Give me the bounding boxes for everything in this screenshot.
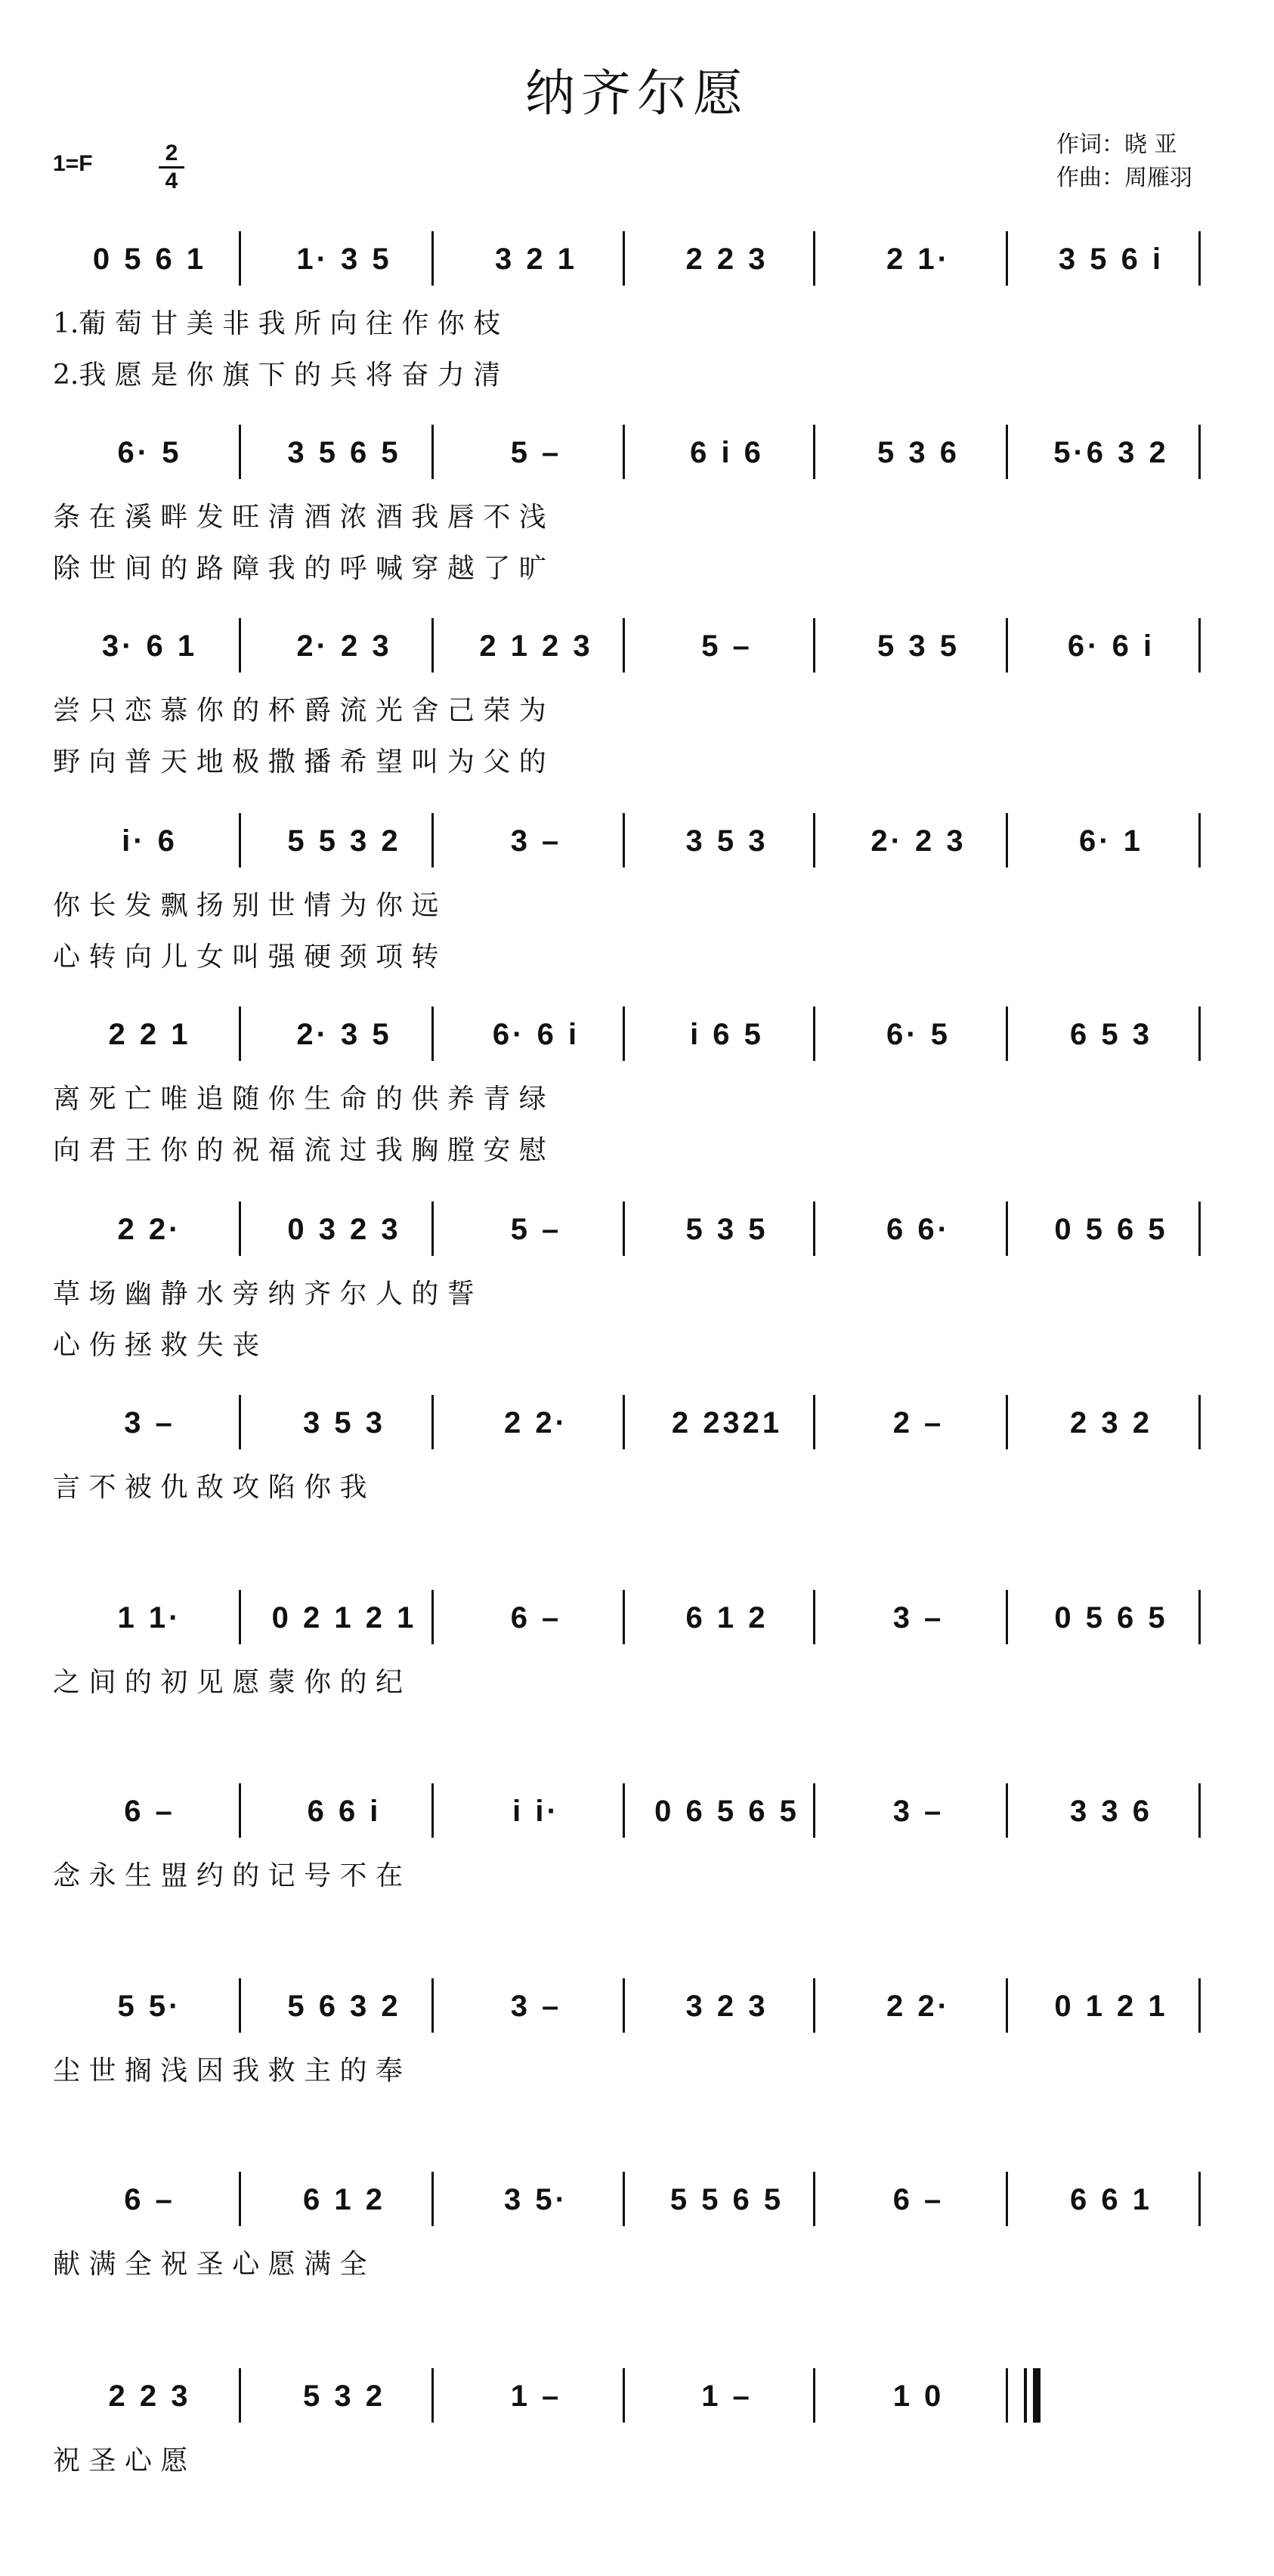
measure: 2· 2 3 (296, 629, 392, 663)
lyric-line-2: 除 世 间 的 路 障 我 的 呼 喊 穿 越 了 旷 (53, 552, 546, 584)
measure: 1 1· (117, 1600, 182, 1634)
measure: 2 2321 (671, 1406, 783, 1440)
measure: 0 1 2 1 (1054, 1989, 1168, 2023)
barline (1006, 425, 1008, 479)
barline (239, 1783, 241, 1838)
measure: 3 5 6 i (1058, 242, 1164, 276)
barline (623, 813, 625, 867)
measure: 3 2 1 (495, 242, 577, 276)
barline (431, 813, 434, 867)
barline (1198, 1007, 1201, 1061)
time-signature-bottom: 4 (165, 169, 178, 193)
measure: 0 5 6 5 (1054, 1212, 1168, 1246)
lyric-line-1: 尘 世 搁 浅 因 我 救 主 的 奉 (53, 2055, 403, 2086)
barline (813, 1590, 815, 1644)
measure: 2 1 2 3 (479, 629, 593, 663)
measure: 0 3 2 3 (287, 1212, 401, 1246)
measure: 6· 6 i (492, 1017, 580, 1051)
measure: 1 – (701, 2379, 753, 2413)
lyricist-credit: 作词：晓 亚 (1056, 131, 1177, 158)
barline (1198, 618, 1201, 673)
measure: 6 i 6 (690, 435, 764, 469)
score-system (0, 1779, 1274, 1975)
score-system (0, 2364, 1274, 2560)
barline (813, 1201, 815, 1256)
measure: 2 2 1 (108, 1017, 191, 1051)
measure: 3 5 3 (685, 824, 768, 858)
barline (431, 1783, 434, 1838)
barline (239, 1201, 241, 1256)
measure: 6· 6 i (1067, 629, 1155, 663)
score-system (0, 809, 1274, 1005)
page-title: 纳齐尔愿 (525, 64, 749, 122)
measure: 3 – (124, 1406, 175, 1440)
time-signature-top: 2 (159, 141, 184, 169)
measure: 5·6 3 2 (1053, 435, 1169, 469)
measure: 3 – (892, 1600, 945, 1634)
barline (431, 425, 434, 479)
score-system (0, 2167, 1274, 2364)
measure: i· 6 (122, 824, 178, 858)
measure: 5 – (510, 435, 562, 469)
barline (1198, 1395, 1201, 1449)
measure: 6· 5 (886, 1017, 951, 1051)
barline (1198, 1783, 1201, 1838)
barline (1198, 1590, 1201, 1644)
measure: 6· 1 (1079, 824, 1143, 858)
measure: 5 3 5 (877, 629, 960, 663)
barline (431, 1007, 434, 1061)
barline (1198, 2172, 1201, 2226)
measure: 0 2 1 2 1 (271, 1600, 417, 1634)
barline (1006, 1201, 1008, 1256)
barline (1006, 1395, 1008, 1449)
measure: 3 5 6 5 (287, 435, 401, 469)
barline (1006, 2368, 1008, 2423)
measure: 5 5 6 5 (669, 2182, 784, 2216)
measure: 2· 3 5 (296, 1017, 392, 1051)
measure: 2· 2 3 (870, 824, 966, 858)
lyric-line-1: 之 间 的 初 见 愿 蒙 你 的 纪 (53, 1666, 403, 1698)
measure: 6 6 1 (1070, 2182, 1152, 2216)
measure: 2 2 3 (108, 2379, 191, 2413)
measure: 3 2 3 (685, 1989, 768, 2023)
score-system (0, 1585, 1274, 1782)
barline (623, 1590, 625, 1644)
barline (623, 1007, 625, 1061)
score-system (0, 614, 1274, 810)
measure: 0 5 6 1 (92, 242, 207, 276)
lyric-line-1: 条 在 溪 畔 发 旺 清 酒 浓 酒 我 唇 不 浅 (53, 501, 546, 533)
measure: 5 3 6 (877, 435, 960, 469)
barline (239, 1395, 241, 1449)
barline (1198, 231, 1201, 286)
barline (239, 2172, 241, 2226)
barline (431, 2172, 434, 2226)
barline (1198, 1978, 1201, 2033)
barline (1006, 2172, 1008, 2226)
lyric-line-1: 念 永 生 盟 约 的 记 号 不 在 (53, 1860, 403, 1891)
score-system (0, 420, 1274, 617)
measure: 6 – (510, 1600, 562, 1634)
measure: 6 6 i (307, 1794, 382, 1828)
measure: 6 – (124, 2182, 175, 2216)
barline (239, 1590, 241, 1644)
measure: 5 – (701, 629, 753, 663)
barline (813, 618, 815, 673)
barline (431, 2368, 434, 2423)
key-signature: 1=F (53, 151, 93, 176)
barline (1006, 231, 1008, 286)
barline (813, 1783, 815, 1838)
score-system (0, 1974, 1274, 2170)
barline (431, 1978, 434, 2033)
measure: 6 – (124, 1794, 175, 1828)
barline (813, 2368, 815, 2423)
score-system (0, 227, 1274, 423)
barline (1198, 425, 1201, 479)
barline (239, 231, 241, 286)
barline (623, 1395, 625, 1449)
barline (431, 1590, 434, 1644)
barline (1198, 1201, 1201, 1256)
measure: 3 – (892, 1794, 945, 1828)
measure: 2 2· (504, 1406, 568, 1440)
barline (813, 1395, 815, 1449)
barline (623, 231, 625, 286)
measure: 6 1 2 (685, 1600, 768, 1634)
measure: 3 5· (504, 2182, 568, 2216)
lyric-line-2: 心 转 向 儿 女 叫 强 硬 颈 项 转 (53, 941, 439, 973)
barline (1198, 813, 1201, 867)
barline (239, 1007, 241, 1061)
measure: 1 – (510, 2379, 562, 2413)
barline (431, 1201, 434, 1256)
barline (813, 2172, 815, 2226)
measure: 3 – (510, 824, 562, 858)
barline (813, 231, 815, 286)
lyric-line-2: 2.我 愿 是 你 旗 下 的 兵 将 奋 力 清 (53, 359, 501, 391)
lyric-line-1: 献 满 全 祝 圣 心 愿 满 全 (53, 2248, 367, 2280)
measure: i i· (512, 1794, 560, 1828)
measure: 2 – (892, 1406, 945, 1440)
barline (623, 2368, 625, 2423)
measure: 6 – (892, 2182, 945, 2216)
barline (1006, 618, 1008, 673)
measure: 5 3 2 (303, 2379, 385, 2413)
composer-credit: 作曲：周雁羽 (1056, 165, 1192, 191)
barline (813, 1978, 815, 2033)
lyric-line-1: 草 场 幽 静 水 旁 纳 齐 尔 人 的 誓 (53, 1278, 475, 1310)
barline (239, 813, 241, 867)
time-signature (159, 141, 184, 194)
measure: 1· 3 5 (296, 242, 392, 276)
lyric-line-2: 向 君 王 你 的 祝 福 流 过 我 胸 膛 安 慰 (53, 1134, 546, 1166)
barline (239, 425, 241, 479)
barline (239, 1978, 241, 2033)
lyric-line-1: 言 不 被 仇 敌 攻 陷 你 我 (53, 1471, 367, 1503)
barline (1006, 1590, 1008, 1644)
barline (623, 2172, 625, 2226)
barline (623, 1201, 625, 1256)
barline (813, 1007, 815, 1061)
measure: 1 0 (892, 2379, 945, 2413)
barline (239, 2368, 241, 2423)
lyric-line-1: 离 死 亡 唯 追 随 你 生 命 的 供 养 青 绿 (53, 1083, 546, 1115)
measure: 0 6 5 6 5 (654, 1794, 799, 1828)
barline (813, 813, 815, 867)
barline (1006, 1783, 1008, 1838)
measure: 3 5 3 (303, 1406, 385, 1440)
measure: 6· 5 (117, 435, 182, 469)
barline (431, 231, 434, 286)
final-barline-thick (1033, 2368, 1041, 2423)
lyric-line-1: 1.葡 萄 甘 美 非 我 所 向 往 作 你 枝 (53, 308, 501, 339)
score-system (0, 1002, 1274, 1198)
barline (813, 425, 815, 479)
measure: 6 5 3 (1070, 1017, 1152, 1051)
lyric-line-2: 心 伤 拯 救 失 丧 (53, 1329, 260, 1361)
final-barline-thin (1024, 2368, 1027, 2423)
measure: 6 1 2 (303, 2182, 385, 2216)
measure: 2 2· (886, 1989, 951, 2023)
measure: 5 6 3 2 (287, 1989, 401, 2023)
barline (1006, 1978, 1008, 2033)
lyric-line-1: 祝 圣 心 愿 (53, 2445, 188, 2476)
barline (1006, 1007, 1008, 1061)
barline (623, 425, 625, 479)
measure: 5 5 3 2 (287, 824, 401, 858)
barline (623, 1783, 625, 1838)
measure: i 6 5 (690, 1017, 764, 1051)
measure: 2 2 3 (685, 242, 768, 276)
measure: 5 5· (117, 1989, 182, 2023)
barline (623, 618, 625, 673)
measure: 2 3 2 (1070, 1406, 1152, 1440)
measure: 2 1· (886, 242, 951, 276)
measure: 3 3 6 (1070, 1794, 1152, 1828)
barline (623, 1978, 625, 2033)
credits (1056, 128, 1245, 195)
measure: 3· 6 1 (101, 629, 198, 663)
barline (239, 618, 241, 673)
score-system (0, 1197, 1274, 1393)
lyric-line-1: 尝 只 恋 慕 你 的 杯 爵 流 光 舍 己 荣 为 (53, 694, 546, 726)
barline (1006, 813, 1008, 867)
measure: 0 5 6 5 (1054, 1600, 1168, 1634)
lyric-line-2: 野 向 普 天 地 极 撒 播 希 望 叫 为 父 的 (53, 746, 546, 778)
barline (431, 618, 434, 673)
score-system (0, 1390, 1274, 1587)
measure: 3 – (510, 1989, 562, 2023)
measure: 5 3 5 (685, 1212, 768, 1246)
measure: 5 – (510, 1212, 562, 1246)
lyric-line-1: 你 长 发 飘 扬 别 世 情 为 你 远 (53, 889, 439, 921)
measure: 2 2· (117, 1212, 182, 1246)
measure: 6 6· (886, 1212, 951, 1246)
barline (431, 1395, 434, 1449)
